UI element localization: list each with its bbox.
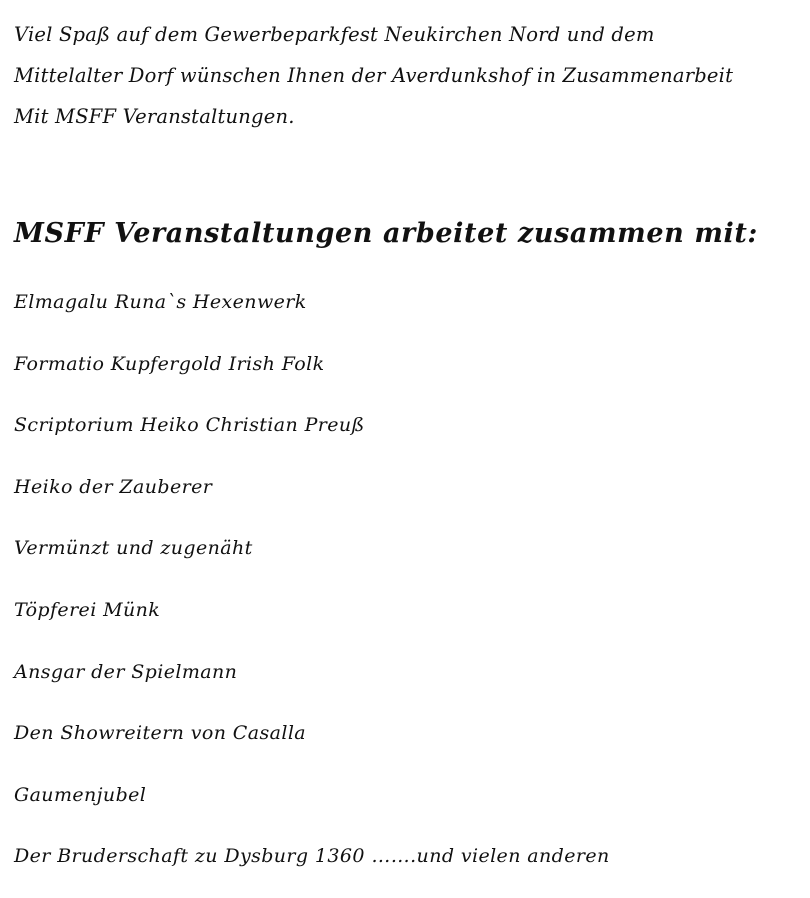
section-heading: MSFF Veranstaltungen arbeitet zusammen mit: — [14, 218, 758, 249]
partner-item: Elmagalu Runa`s Hexenwerk — [14, 291, 307, 313]
partner-item: Der Bruderschaft zu Dysburg 1360 …….und vielen anderen — [14, 845, 610, 868]
partner-item: Gaumenjubel — [14, 783, 147, 806]
partner-list — [14, 282, 610, 898]
intro-line: Mittelalter Dorf wünschen Ihnen der Averdunkshof in Zusammenarbeit — [14, 64, 734, 87]
partner-item: Ansgar der Spielmann — [14, 660, 238, 683]
intro-line: Viel Spaß auf dem Gewerbeparkfest Neukirchen Nord und dem — [14, 23, 655, 46]
intro-line: Mit MSFF Veranstaltungen. — [14, 105, 295, 128]
partner-item: Den Showreitern von Casalla — [14, 722, 307, 745]
partner-item: Vermünzt und zugenäht — [14, 537, 253, 560]
intro-paragraph — [14, 14, 794, 137]
partner-item: Scriptorium Heiko Christian Preuß — [14, 414, 365, 437]
partner-item: Formatio Kupfergold Irish Folk — [14, 352, 325, 375]
partner-item: Heiko der Zauberer — [14, 475, 213, 498]
partner-item: Töpferei Münk — [14, 598, 161, 621]
